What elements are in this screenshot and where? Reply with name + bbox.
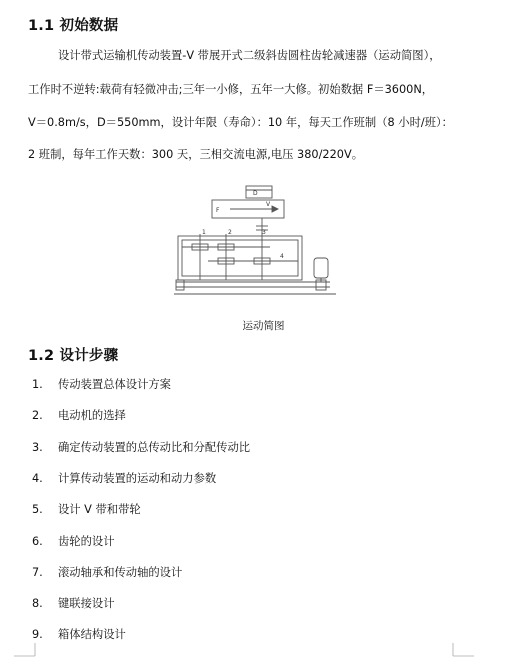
list-item: 9. 箱体结构设计 xyxy=(32,628,126,641)
list-item: 1. 传动装置总体设计方案 xyxy=(32,378,171,391)
arrow-head xyxy=(272,206,278,212)
paragraph-line-2: 工作时不逆转:载荷有轻微冲击;三年一小修，五年一大修。初始数据 F＝3600N， xyxy=(28,83,434,96)
corner-mark-right xyxy=(452,643,474,657)
list-item: 6. 齿轮的设计 xyxy=(32,535,115,548)
label-4: 4 xyxy=(280,253,284,260)
corner-mark-left xyxy=(14,643,36,657)
kinematic-diagram xyxy=(170,184,340,302)
motor-body xyxy=(314,258,328,278)
section-heading-initial-data: 1.1 初始数据 xyxy=(28,18,119,34)
label-3: 3 xyxy=(262,229,266,236)
paragraph-line-1: 设计带式运输机传动装置-V 带展开式二级斜齿圆柱齿轮减速器（运动简图）， xyxy=(58,49,441,62)
section-heading-design-steps: 1.2 设计步骤 xyxy=(28,348,119,364)
list-item: 3. 确定传动装置的总传动比和分配传动比 xyxy=(32,441,251,454)
drum-rect xyxy=(246,186,272,198)
label-f: F xyxy=(216,207,220,214)
label-d: D xyxy=(253,190,258,197)
list-item: 2. 电动机的选择 xyxy=(32,409,126,422)
label-2: 2 xyxy=(228,229,232,236)
label-1: 1 xyxy=(202,229,206,236)
list-item: 8. 键联接设计 xyxy=(32,597,115,610)
pulley-small xyxy=(176,280,184,290)
paragraph-line-4: 2 班制，每年工作天数：300 天，三相交流电源,电压 380/220V。 xyxy=(28,148,364,161)
paragraph-line-3: V＝0.8m/s，D＝550mm，设计年限（寿命）：10 年，每天工作班制（8 小时/班）： xyxy=(28,116,453,129)
figure-caption: 运动简图 xyxy=(242,320,285,332)
list-item: 4. 计算传动装置的运动和动力参数 xyxy=(32,472,217,485)
label-v: V xyxy=(266,201,271,208)
list-item: 5. 设计 V 带和带轮 xyxy=(32,503,141,516)
list-item: 7. 滚动轴承和传动轴的设计 xyxy=(32,566,183,579)
